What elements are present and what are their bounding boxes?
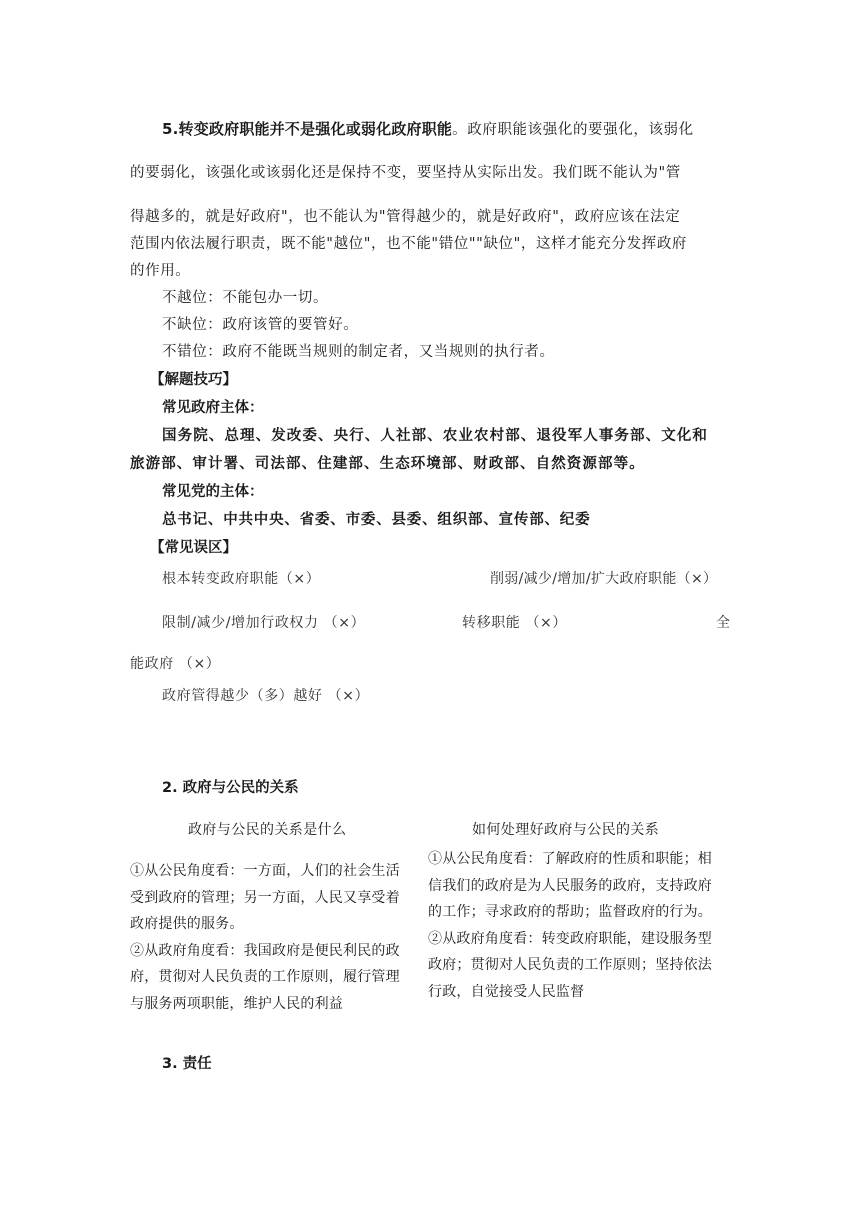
party-subjects-title: 常见党的主体： [162, 484, 264, 500]
right-cell [428, 846, 719, 1005]
section2-title [162, 776, 299, 797]
tips-header: 【解题技巧】 [150, 372, 237, 388]
right-cell-para2: ②从政府角度看：转变政府职能，建设服务型政府；贯彻对人民负责的工作原则；坚持依法行政，自觉接受人民监督 [428, 930, 712, 1000]
col-left-header: 政府与公民的关系是什么 [188, 822, 347, 838]
gov-subjects-line2: 旅游部、审计署、司法部、住建部、生态环境部、财政部、自然资源部等。 [130, 456, 645, 472]
left-cell [130, 858, 413, 1017]
mistake-item: 转移职能 （×） [462, 615, 567, 631]
mistake-item: 政府管得越少（多）越好 （×） [162, 688, 370, 704]
party-subjects-line: 总书记、中共中央、省委、市委、县委、组织部、宣传部、纪委 [162, 512, 591, 528]
section5-line1 [162, 118, 694, 139]
col-right-header: 如何处理好政府与公民的关系 [472, 822, 660, 838]
left-cell-para2: ②从政府角度看：我国政府是便民利民的政府，贯彻对人民负责的工作原则，履行管理与服务两项职能，维护人民的利益 [130, 942, 400, 1012]
mistake-item: 削弱/减少/增加/扩大政府职能（×） [490, 571, 718, 587]
mistake-item: 全 [716, 615, 730, 631]
mistake-item: 根本转变政府职能（×） [162, 571, 321, 587]
section5-line4: 范围内依法履行职责，既不能"越位"，也不能"错位""缺位"，这样才能充分发挥政府 [130, 236, 688, 252]
section5-item-not-absent: 不缺位：政府该管的要管好。 [162, 317, 359, 333]
section5-line5: 的作用。 [130, 263, 191, 279]
section5-lead-bold: 5.转变政府职能并不是强化或弱化政府职能 [162, 120, 453, 138]
section5-line2: 的要弱化，该强化或该弱化还是保持不变，要坚持从实际出发。我们既不能认为"管 [130, 165, 681, 181]
mistake-item: 限制/减少/增加行政权力 （×） [162, 615, 366, 631]
mistakes-header: 【常见误区】 [150, 540, 237, 556]
section3-title: 3. 责任 [162, 1056, 212, 1072]
mistake-item: 能政府 （×） [130, 656, 221, 672]
section5-line3: 得越多的，就是好政府"，也不能认为"管得越少的，就是好政府"，政府应该在法定 [130, 209, 681, 225]
right-cell-para1: ①从公民角度看：了解政府的性质和职能；相信我们的政府是为人民服务的政府，支持政府的工作；寻求政府的帮助；监督政府的行为。 [428, 851, 712, 920]
section2-title-text: 2. 政府与公民的关系 [162, 780, 299, 796]
section5-lead-rest: 。政府职能该强化的要强化，该弱化 [452, 122, 694, 138]
gov-subjects-line1: 国务院、总理、发改委、央行、人社部、农业农村部、退役军人事务部、文化和 [162, 428, 708, 444]
section5-item-not-misplaced: 不错位：政府不能既当规则的制定者，又当规则的执行者。 [162, 344, 555, 360]
gov-subjects-title: 常见政府主体： [162, 400, 264, 416]
left-cell-para1: ①从公民角度看：一方面，人们的社会生活受到政府的管理；另一方面，人民又享受着政府提供的服务。 [130, 863, 400, 932]
section5-item-not-overstep: 不越位：不能包办一切。 [162, 290, 329, 306]
